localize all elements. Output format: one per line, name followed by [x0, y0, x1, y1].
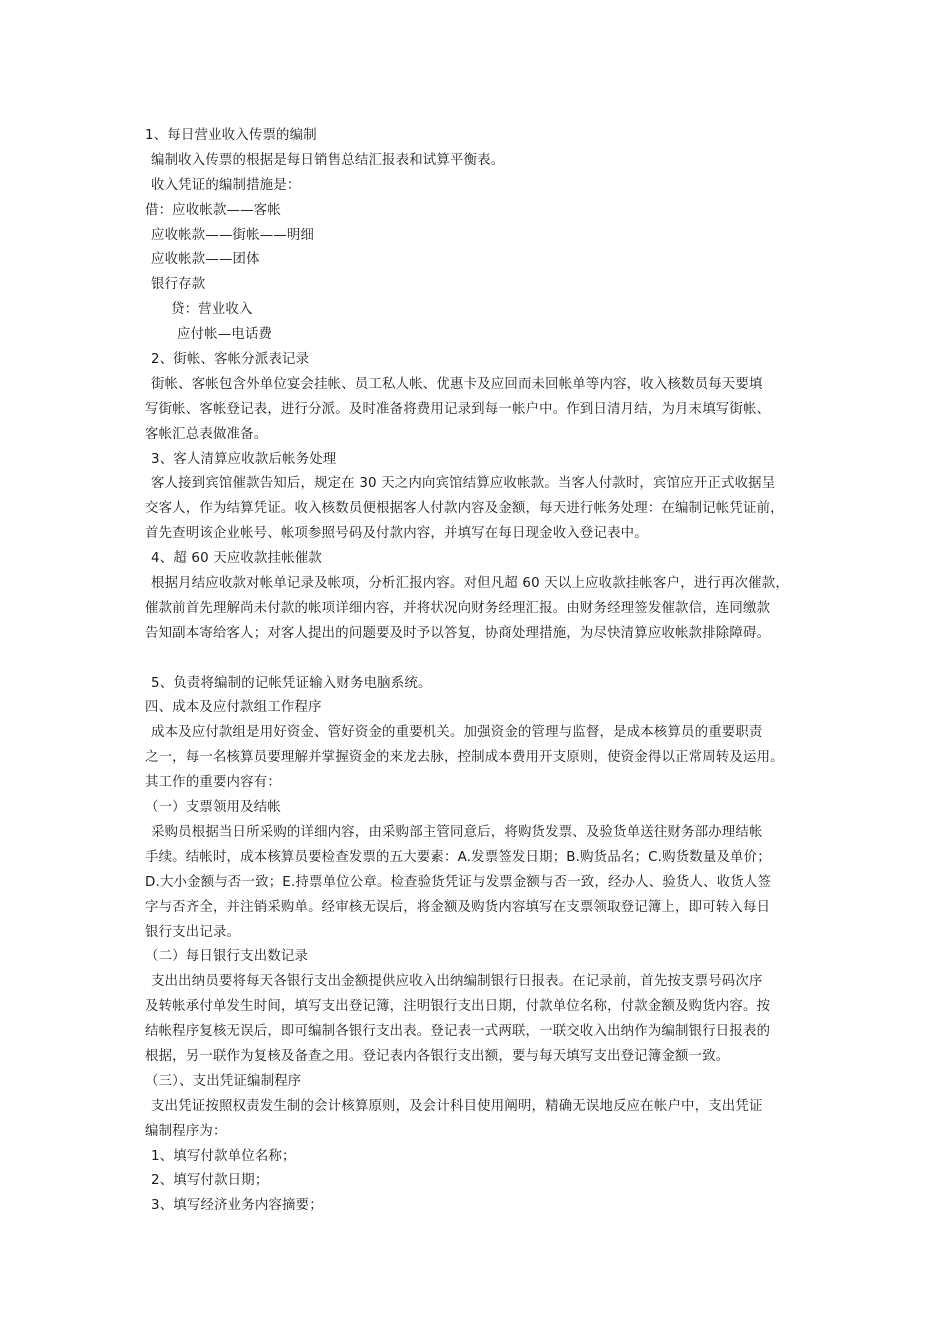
paragraph-line: 成本及应付款组是用好资金、管好资金的重要机关。加强资金的管理与监督，是成本核算员的重要职责 — [151, 725, 763, 741]
paragraph-line: 手续。结帐时，成本核算员要检查发票的五大要素：A.发票签发日期；B.购货品名；C.购货数量及单价； — [145, 849, 771, 865]
subsection-heading-3: （三）、支出凭证编制程序 — [145, 1073, 302, 1089]
section-heading-4: 4、超 60 天应收款挂帐催款 — [151, 551, 322, 567]
paragraph-line: 其工作的重要内容有： — [145, 775, 281, 791]
paragraph-line: 催款前首先理解尚未付款的帐项详细内容，并将状况向财务经理汇报。由财务经理签发催款信，连同缴款 — [145, 600, 771, 616]
paragraph-line: 支出出纳员要将每天各银行支出金额提供应收入出纳编制银行日报表。在记录前，首先按支票号码次序 — [151, 974, 763, 990]
paragraph-line: 告知副本寄给客人；对客人提出的问题要及时予以答复，协商处理措施，为尽快清算应收帐款排除障碍。 — [145, 625, 771, 641]
journal-entry-line: 银行存款 — [151, 277, 206, 293]
paragraph-line: 客帐汇总表做准备。 — [145, 426, 268, 442]
section-heading-2: 2、街帐、客帐分派表记录 — [151, 352, 310, 368]
section-heading-5: 5、负责将编制的记帐凭证输入财务电脑系统。 — [151, 675, 432, 691]
paragraph-line: 根据月结应收款对帐单记录及帐项，分析汇报内容。对但凡超 60 天以上应收款挂帐客户，进行再次催款， — [151, 576, 789, 592]
paragraph-line: 首先查明该企业帐号、帐项参照号码及付款内容，并填写在每日现金收入登记表中。 — [145, 526, 648, 542]
paragraph-line: 写街帐、客帐登记表，进行分派。及时准备将费用记录到每一帐户中。作到日清月结，为月末填写街帐、 — [145, 401, 771, 417]
journal-entry-line: 借：应收帐款——客帐 — [145, 202, 281, 218]
paragraph-line: 编制收入传票的根据是每日销售总结汇报表和试算平衡表。 — [151, 152, 505, 168]
paragraph-line: 字与否齐全，并注销采购单。经审核无误后，将金额及购货内容填写在支票领取登记簿上，即可转入每日 — [145, 899, 771, 915]
paragraph-line: D.大小金额与否一致；E.持票单位公章。检查验货凭证与发票金额与否一致，经办人、验货人、收货人签 — [145, 874, 772, 890]
journal-entry-line: 应收帐款——团体 — [151, 252, 260, 268]
blank-line — [145, 647, 825, 672]
list-item: 1、填写付款单位名称； — [151, 1148, 296, 1164]
paragraph-line: 及转帐承付单发生时间，填写支出登记簿，注明银行支出日期，付款单位名称，付款金额及购货内容。按 — [145, 999, 771, 1015]
chapter-heading: 四、成本及应付款组工作程序 — [145, 700, 322, 716]
paragraph-line: 街帐、客帐包含外单位宴会挂帐、员工私人帐、优惠卡及应回而未回帐单等内容，收入核数员每天要填 — [151, 376, 763, 392]
list-item: 2、填写付款日期； — [151, 1173, 269, 1189]
subsection-heading-1: （一）支票领用及结帐 — [145, 800, 281, 816]
paragraph-line: 客人接到宾馆催款告知后，规定在 30 天之内向宾馆结算应收帐款。当客人付款时，宾馆应开正式收据呈 — [151, 476, 776, 492]
list-item: 3、填写经济业务内容摘要； — [151, 1198, 323, 1214]
paragraph-line: 结帐程序复核无误后，即可编制各银行支出表。登记表一式两联，一联交收入出纳作为编制银行日报表的 — [145, 1024, 771, 1040]
paragraph-line: 采购员根据当日所采购的详细内容，由采购部主管同意后，将购货发票、及验货单送往财务部办理结帐 — [151, 824, 763, 840]
subsection-heading-2: （二）每日银行支出数记录 — [145, 949, 309, 965]
section-heading-1: 1、每日营业收入传票的编制 — [145, 128, 317, 143]
journal-entry-line: 贷：营业收入 — [171, 302, 253, 318]
journal-entry-line: 应付帐—电话费 — [177, 327, 273, 343]
paragraph-line: 交客人，作为结算凭证。收入核数员便根据客人付款内容及金额，每天进行帐务处理：在编制记帐凭证前， — [145, 501, 784, 517]
journal-entry-line: 应收帐款——街帐——明细 — [151, 227, 315, 243]
paragraph-line: 银行支出记录。 — [145, 924, 241, 940]
paragraph-line: 收入凭证的编制措施是： — [151, 177, 301, 193]
paragraph-line: 根据，另一联作为复核及备查之用。登记表内各银行支出额，要与每天填写支出登记簿金额一致。 — [145, 1048, 730, 1064]
paragraph-line: 编制程序为： — [145, 1123, 227, 1139]
paragraph-line: 之一，每一名核算员要理解并掌握资金的来龙去脉，控制成本费用开支原则，使资金得以正常周转及运用。 — [145, 750, 784, 766]
paragraph-line: 支出凭证按照权责发生制的会计核算原则，及会计科目使用阐明，精确无误地反应在帐户中，支出凭证 — [151, 1098, 763, 1114]
section-heading-3: 3、客人清算应收款后帐务处理 — [151, 451, 337, 467]
document-page — [145, 124, 825, 1219]
